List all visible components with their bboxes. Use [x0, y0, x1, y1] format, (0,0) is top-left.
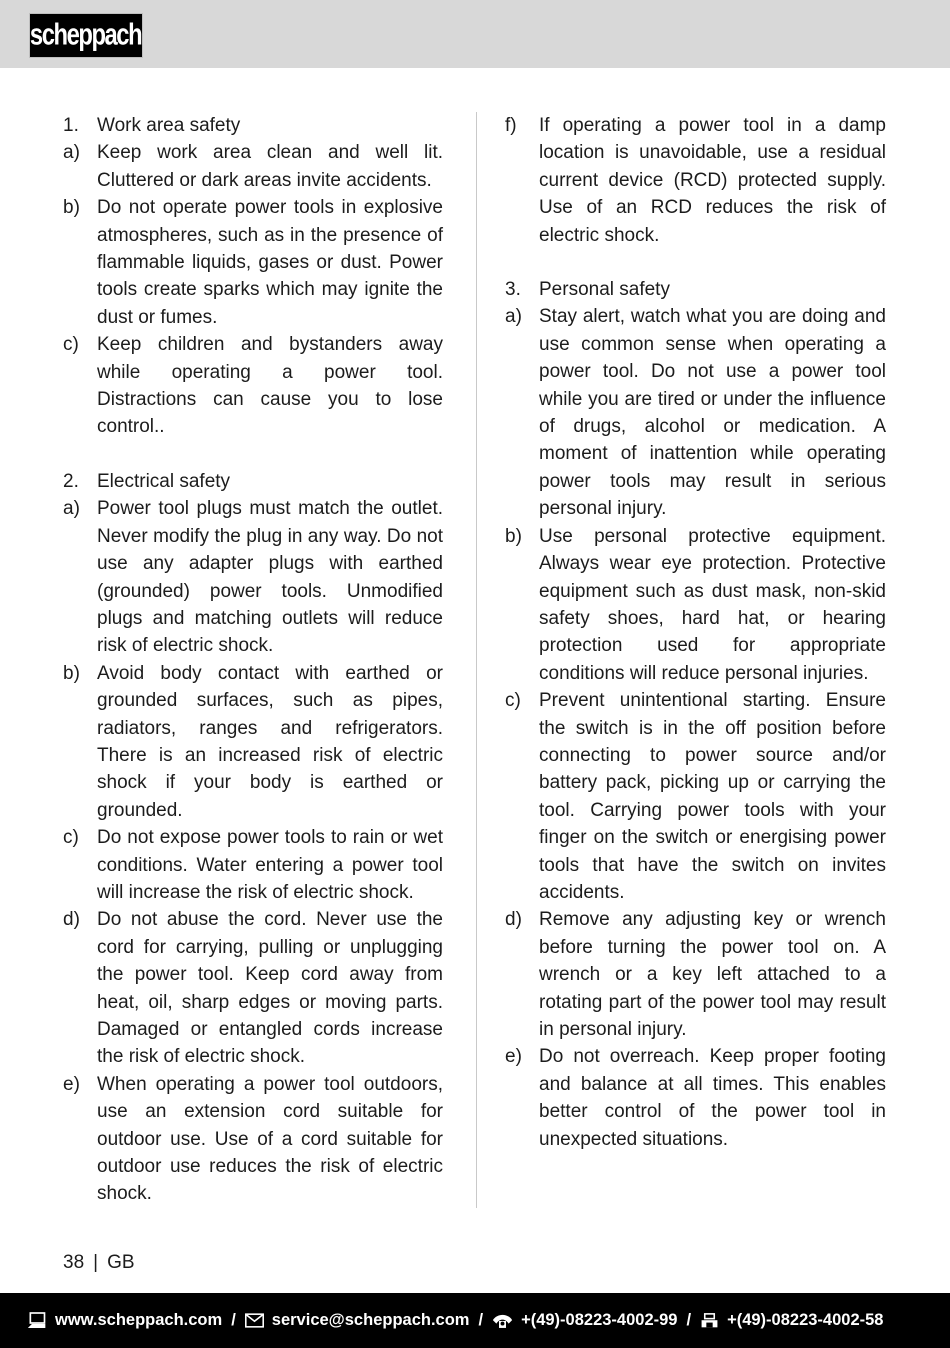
fax-number: +(49)-08223-4002-58 — [727, 1311, 884, 1329]
section-heading — [505, 276, 886, 303]
list-item — [505, 1043, 886, 1153]
item-label: b) — [63, 662, 80, 684]
language-code: GB — [107, 1252, 135, 1273]
item-label: b) — [505, 525, 522, 547]
contact-separator: / — [686, 1311, 692, 1329]
safety-section — [63, 468, 443, 1208]
section-title: Work area safety — [97, 115, 241, 136]
list-item — [63, 660, 443, 824]
header-bar — [0, 0, 950, 68]
phone-number: +(49)-08223-4002-99 — [521, 1311, 678, 1329]
item-text: Do not expose power tools to rain or wet conditions. Water entering a power tool will increase the risk of electric shock. — [97, 827, 443, 903]
column-divider — [476, 112, 477, 1208]
item-text: Power tool plugs must match the outlet. Never modify the plug in any way. Do not use any adapter plugs with earthed (grounded) power tools. Unmodified plugs and matching outlets will reduce risk of electric shock. — [97, 498, 443, 657]
contact-bar — [0, 1293, 950, 1348]
right-column — [505, 112, 886, 1153]
item-label: c) — [63, 334, 79, 356]
item-text: Remove any adjusting key or wrench before turning the power tool on. A wrench or a key left attached to a rotating part of the power tool may result in personal injury. — [539, 909, 886, 1040]
safety-section — [63, 112, 443, 441]
list-item — [63, 1071, 443, 1208]
page-footer — [63, 1252, 135, 1274]
page-footer-separator: | — [93, 1252, 99, 1273]
list-item — [505, 112, 886, 249]
item-text: When operating a power tool outdoors, use an extension cord suitable for outdoor use. Use of a cord suitable for outdoor use reduces the risk of electric shock. — [97, 1073, 443, 1205]
list-item — [63, 194, 443, 331]
section-title: Electrical safety — [97, 470, 231, 492]
item-text: Keep work area clean and well lit. Cluttered or dark areas invite accidents. — [97, 142, 443, 191]
logo-text: scheppach — [30, 17, 142, 52]
item-text: Do not operate power tools in explosive atmospheres, such as in the presence of flammable liquids, gases or dust. Power tools create sparks which may ignite the dust or fumes. — [97, 197, 443, 328]
item-label: a) — [63, 142, 80, 164]
item-text: Avoid body contact with earthed or grounded surfaces, such as pipes, radiators, ranges and refrigerators. There is an increased risk of electric shock if your body is earthed or grounded. — [97, 662, 443, 821]
safety-section — [505, 276, 886, 1153]
list-item — [505, 687, 886, 906]
item-label: d) — [63, 909, 80, 931]
section-number: 3. — [505, 279, 521, 301]
item-text: Stay alert, watch what you are doing and use common sense when operating a power tool. Do not use a power tool while you are tired or under the influence of drugs, alcohol or medication. A moment of inattention while operating power tools may result in serious personal injury. — [539, 306, 886, 520]
content-area — [63, 112, 886, 1208]
computer-icon — [27, 1312, 47, 1329]
section-number: 1. — [63, 115, 79, 136]
list-item — [63, 824, 443, 906]
section-title: Personal safety — [539, 279, 670, 301]
list-item — [505, 303, 886, 522]
item-label: a) — [63, 498, 80, 520]
list-item — [63, 331, 443, 441]
list-item — [505, 523, 886, 687]
list-item — [63, 495, 443, 659]
item-text: Do not abuse the cord. Never use the cord for carrying, pulling or unplugging the power tool. Keep cord away from heat, oil, sharp edges or moving parts. Damaged or entangled cords increase the risk of electric shock. — [97, 909, 443, 1068]
email-text: service@scheppach.com — [271, 1311, 470, 1329]
item-label: c) — [505, 690, 521, 712]
section-number: 2. — [63, 470, 79, 492]
phone-icon — [492, 1312, 513, 1329]
contact-separator: / — [478, 1311, 484, 1329]
section-heading — [63, 468, 443, 495]
list-item — [63, 906, 443, 1070]
section-heading — [63, 112, 443, 139]
item-text: If operating a power tool in a damp location is unavoidable, use a residual current device (RCD) protected supply. Use of an RCD reduces the risk of electric shock. — [539, 115, 886, 246]
contact-separator: / — [231, 1311, 236, 1329]
scheppach-logo — [30, 14, 142, 57]
item-label: e) — [505, 1046, 522, 1068]
item-label: f) — [505, 115, 517, 136]
page-number: 38 — [63, 1252, 85, 1273]
list-item — [505, 906, 886, 1043]
website-text: www.scheppach.com — [55, 1311, 223, 1329]
item-label: b) — [63, 197, 80, 219]
left-column — [63, 112, 443, 1208]
item-label: c) — [63, 827, 79, 849]
safety-section — [505, 112, 886, 249]
item-text: Use personal protective equipment. Always wear eye protection. Protective equipment such as dust mask, non-skid safety shoes, hard hat, or hearing protection used for appropriate conditions will reduce personal injuries. — [539, 525, 886, 684]
list-item — [63, 139, 443, 194]
item-label: a) — [505, 306, 522, 328]
item-text: Keep children and bystanders away while operating a power tool. Distractions can cause you to lose control.. — [97, 334, 443, 438]
item-text: Prevent unintentional starting. Ensure the switch is in the off position before connecting to power source and/or battery pack, picking up or carrying the tool. Carrying power tools with your finger on the switch or energising power tools that have the switch on invites accidents. — [539, 690, 886, 903]
item-label: d) — [505, 909, 522, 931]
item-text: Do not overreach. Keep proper footing and balance at all times. This enables better control of the power tool in unexpected situations. — [539, 1046, 886, 1150]
item-label: e) — [63, 1073, 80, 1095]
email-icon — [245, 1313, 264, 1328]
fax-icon — [700, 1313, 719, 1329]
